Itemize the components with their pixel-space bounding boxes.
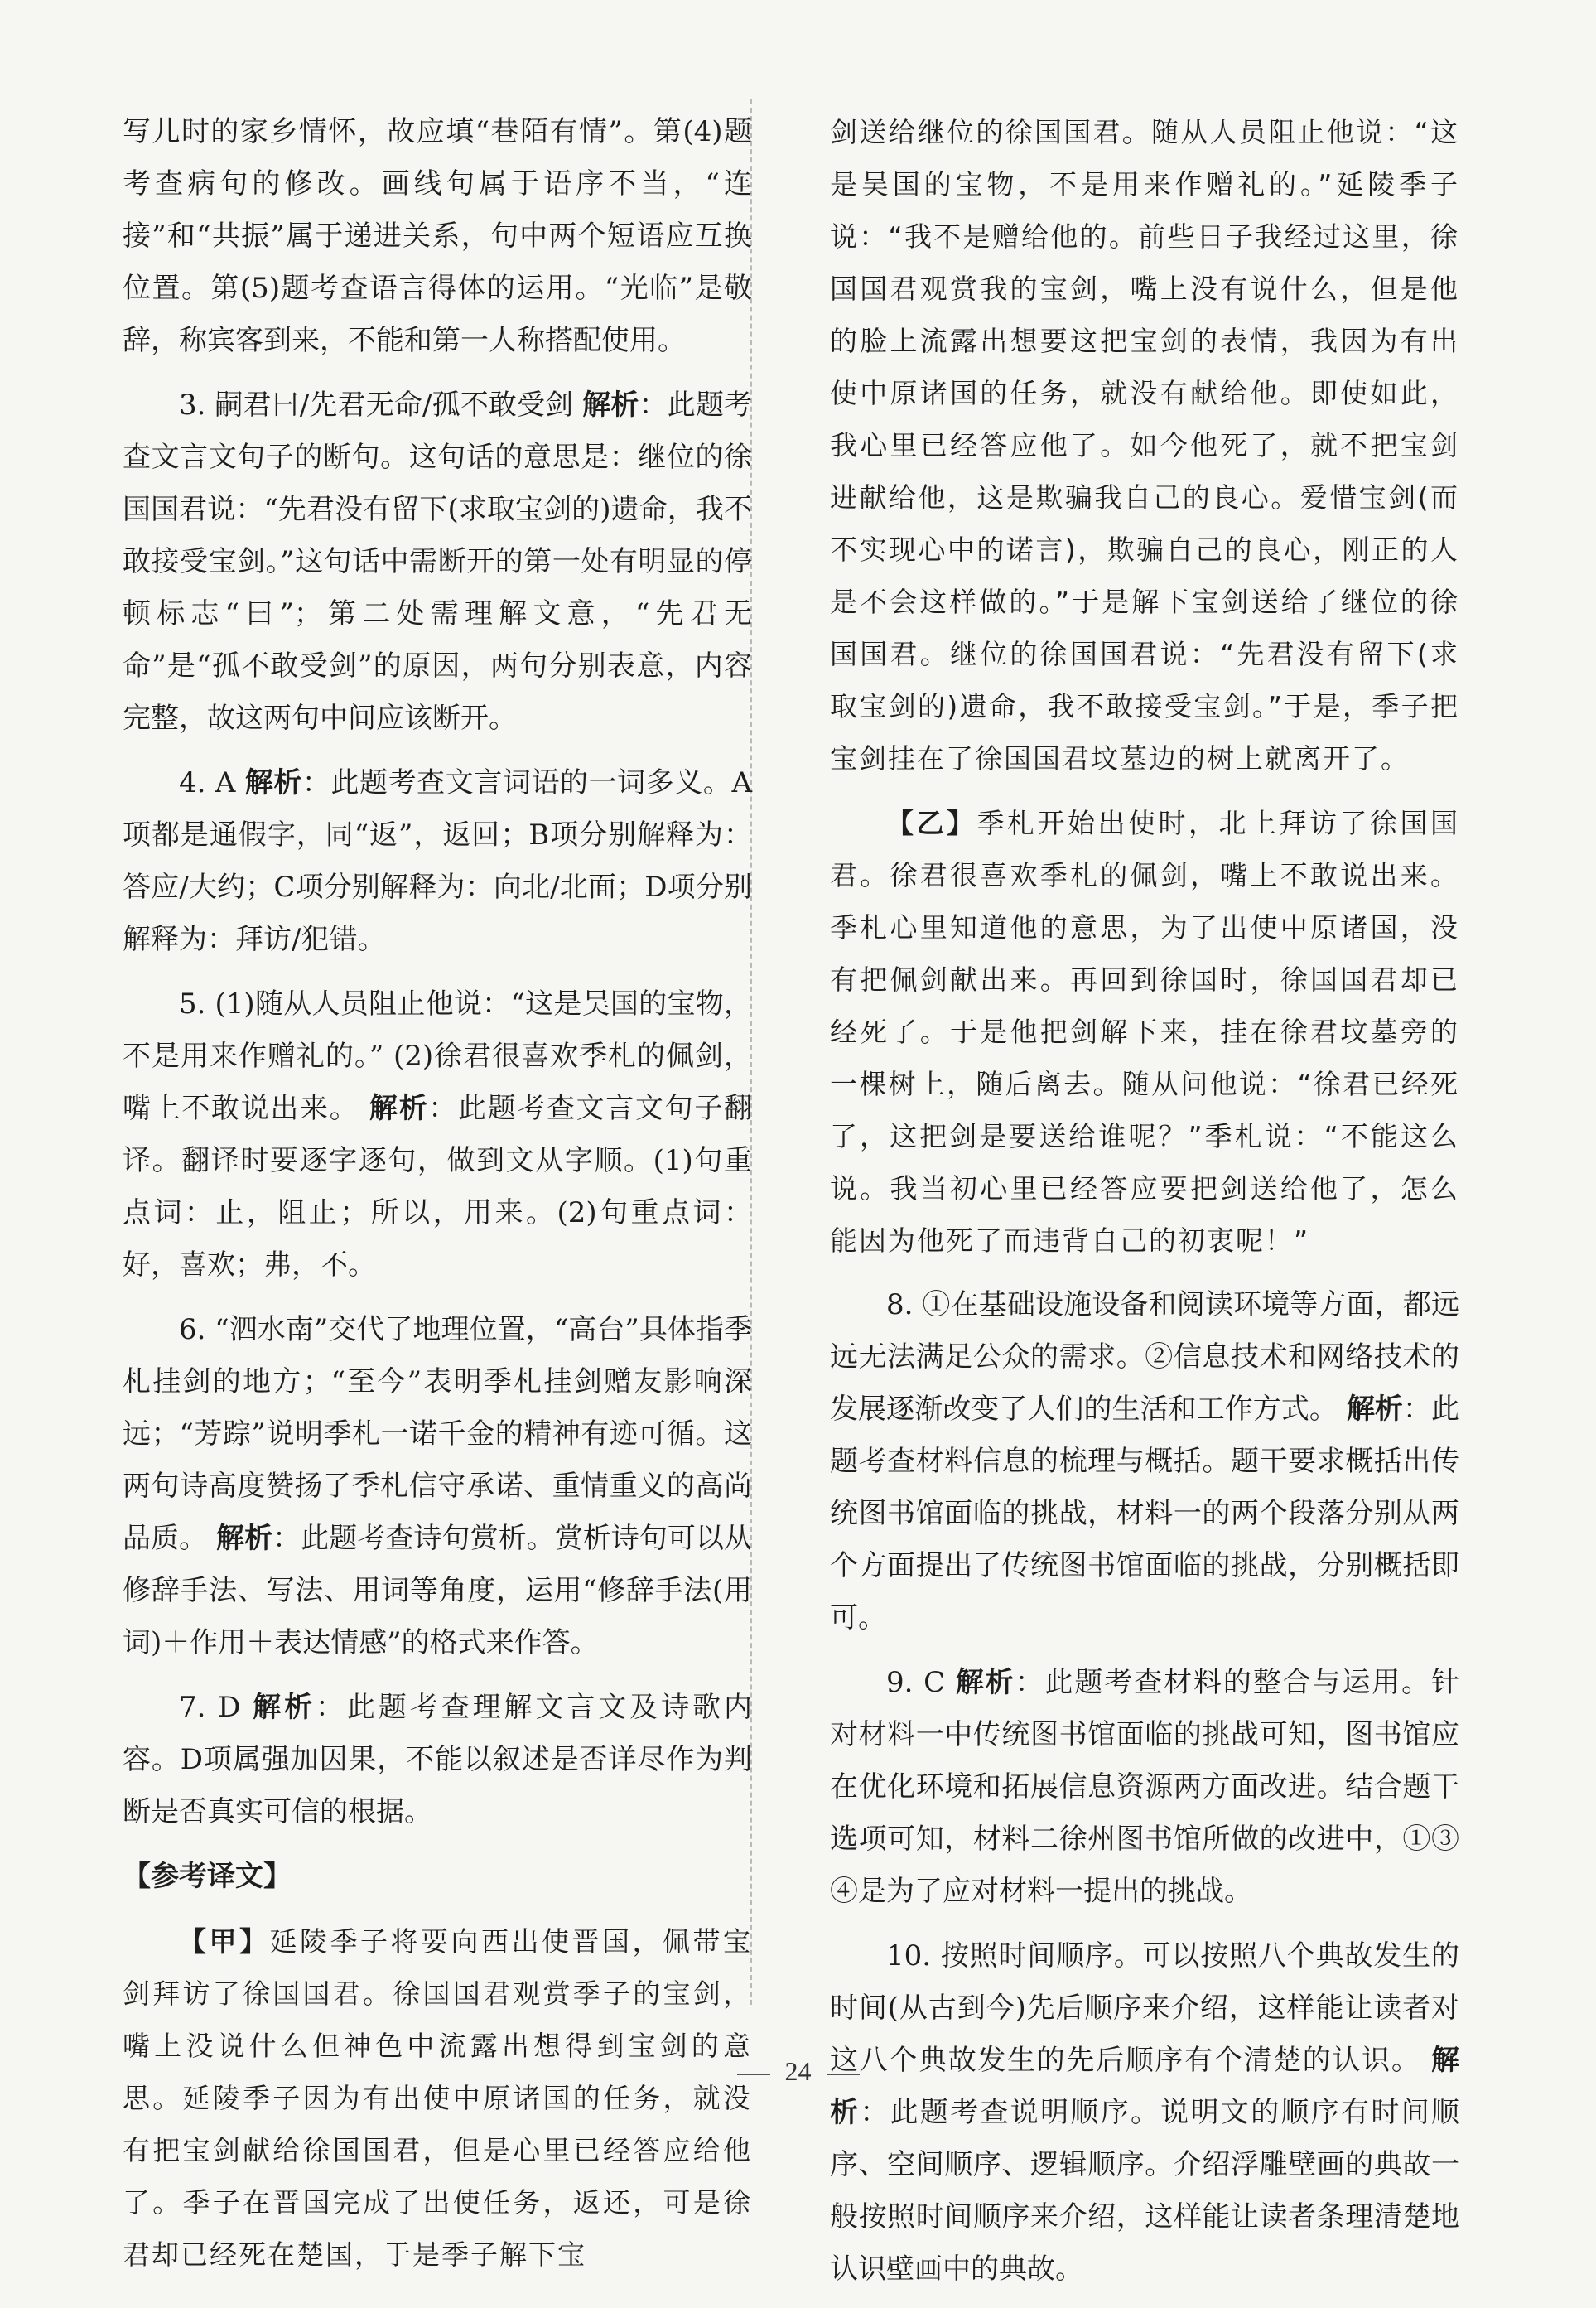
answer-3-text: 3. 嗣君曰/先君无命/孤不敢受剑 xyxy=(179,389,583,422)
translation-jia-tag: 【甲】 xyxy=(179,1925,270,1958)
translation-yi xyxy=(830,797,1459,1267)
answer-8-body: ：此题考查材料信息的梳理与概括。题干要求概括出传统图书馆面临的挑战，材料一的两个段落分别从两个方面提出了传统图书馆面临的挑战，分别概括即可。 xyxy=(830,1393,1460,1634)
answer-4-head: 4. A xyxy=(179,766,236,799)
answer-2-continued: 写儿时的家乡情怀，故应填“巷陌有情”。第(4)题考查病句的修改。画线句属于语序不当，“连接”和“共振”属于递进关系，句中两个短语应互换位置。第(5)题考查语言得体的运用。“光临”是敬辞，称宾客到来，不能和第一人称搭配使用。 xyxy=(123,115,752,357)
answer-6-body: ：此题考查诗句赏析。赏析诗句可以从修辞手法、写法、用词等角度，运用“修辞手法(用词)＋作用＋表达情感”的格式来作答。 xyxy=(123,1522,753,1659)
answer-9-body: ：此题考查材料的整合与运用。针对材料一中传统图书馆面临的挑战可知，图书馆应在优化环境和拓展信息资源两方面改进。结合题干选项可知，材料二徐州图书馆所做的改进中，①③④是为了应对材料一提出的挑战。 xyxy=(830,1666,1460,1908)
answer-3-body: ：此题考查文言文句子的断句。这句话的意思是：继位的徐国国君说：“先君没有留下(求取宝剑的)遗命，我不敢接受宝剑。”这句话中需断开的第一处有明显的停顿标志“曰”；第二处需理解文意，“先君无命”是“孤不敢受剑”的原因，两句分别表意，内容完整，故这两句中间应该断开。 xyxy=(123,389,753,735)
answer-3 xyxy=(123,379,752,745)
footer-dash-left xyxy=(737,2074,770,2075)
page-footer xyxy=(0,2056,1596,2087)
answer-5-label: 解析 xyxy=(369,1092,429,1125)
answer-8-head: 8. ①在基础设施设备和阅读环境等方面，都远远无法满足公众的需求。②信息技术和网络技术的发展逐渐改变了人们的生活和工作方式。 xyxy=(830,1288,1459,1426)
answer-5-body: ：此题考查文言文句子翻译。翻译时要逐字逐句，做到文从字顺。(1)句重点词：止，阻止；所以，用来。(2)句重点词：好，喜欢；弗，不。 xyxy=(123,1092,753,1282)
answer-7-head: 7. D xyxy=(179,1691,241,1724)
answer-3-label: 解析 xyxy=(582,389,639,422)
answer-4 xyxy=(123,757,752,966)
translation-yi-body: 季札开始出使时，北上拜访了徐国国君。徐君很喜欢季札的佩剑，嘴上不敢说出来。季札心里知道他的意思，为了出使中原诸国，没有把佩剑献出来。再回到徐国时，徐国国君却已经死了。于是他把剑解下来，挂在徐君坟墓旁的一棵树上，随后离去。随从问他说：“徐君已经死了，这把剑是要送给谁呢？”季札说：“不能这么说。我当初心里已经答应要把剑送给他了，怎么能因为他死了而违背自己的初衷呢！” xyxy=(830,807,1459,1257)
answer-6-head: 6. “泗水南”交代了地理位置，“高台”具体指季札挂剑的地方；“至今”表明季札挂剑赠友影响深远；“芳踪”说明季札一诺千金的精神有迹可循。这两句诗高度赞扬了季札信守承诺、重情重义的高尚品质。 xyxy=(123,1313,752,1555)
footer-dash-right xyxy=(827,2074,860,2075)
answer-9-label: 解析 xyxy=(955,1666,1015,1699)
answer-10 xyxy=(830,1930,1459,2296)
left-column xyxy=(123,106,752,2293)
page-number: 24 xyxy=(784,2056,812,2086)
answer-10-head: 10. 按照时间顺序。可以按照八个典故发生的时间(从古到今)先后顺序来介绍，这样能让读者对这八个典故发生的先后顺序有个清楚的认识。 xyxy=(830,1939,1459,2077)
answer-4-body: ：此题考查文言词语的一词多义。A项都是通假字，同“返”，返回；B项分别解释为：答应/大约；C项分别解释为：向北/北面；D项分别解释为：拜访/犯错。 xyxy=(123,766,752,956)
answer-6 xyxy=(123,1304,752,1669)
answer-9 xyxy=(830,1657,1459,1918)
answer-5 xyxy=(123,978,752,1292)
translation-jia-body: 延陵季子将要向西出使晋国，佩带宝剑拜访了徐国国君。徐国国君观赏季子的宝剑，嘴上没说什么但神色中流露出想得到宝剑的意思。延陵季子因为有出使中原诸国的任务，就没有把宝剑献给徐国国君，但是心里已经答应给他了。季子在晋国完成了出使任务，返还，可是徐君却已经死在楚国，于是季子解下宝 xyxy=(123,1925,752,2271)
reference-translation-heading: 【参考译文】 xyxy=(123,1860,292,1893)
answer-10-body: ：此题考查说明顺序。说明文的顺序有时间顺序、空间顺序、逻辑顺序。介绍浮雕壁画的典故一般按照时间顺序来介绍，这样能让读者条理清楚地认识壁画中的典故。 xyxy=(830,2096,1460,2286)
answer-7-body: ：此题考查理解文言文及诗歌内容。D项属强加因果，不能以叙述是否详尽作为判断是否真实可信的根据。 xyxy=(123,1691,752,1828)
right-column xyxy=(830,106,1459,2308)
answer-9-head: 9. C xyxy=(886,1666,946,1699)
answer-10-label: 解析 xyxy=(830,2044,1459,2129)
translation-jia-continued: 剑送给继位的徐国国君。随从人员阻止他说：“这是吴国的宝物，不是用来作赠礼的。”延陵季子说：“我不是赠给他的。前些日子我经过这里，徐国国君观赏我的宝剑，嘴上没有说什么，但是他的脸上流露出想要这把宝剑的表情，我因为有出使中原诸国的任务，就没有献给他。即使如此，我心里已经答应他了。如今他死了，就不把宝剑进献给他，这是欺骗我自己的良心。爱惜宝剑(而不实现心中的诺言)，欺骗自己的良心，刚正的人是不会这样做的。”于是解下宝剑送给了继位的徐国国君。继位的徐国国君说：“先君没有留下(求取宝剑的)遗命，我不敢接受宝剑。”于是，季子把宝剑挂在了徐国国君坟墓边的树上就离开了。 xyxy=(830,116,1459,775)
answer-7 xyxy=(123,1682,752,1838)
translation-yi-tag: 【乙】 xyxy=(886,807,977,839)
answer-7-label: 解析 xyxy=(253,1691,316,1724)
answer-4-label: 解析 xyxy=(244,766,302,799)
answer-6-label: 解析 xyxy=(216,1522,273,1555)
translation-jia xyxy=(123,1915,752,2281)
answer-5-head: 5. (1)随从人员阻止他说：“这是吴国的宝物，不是用来作赠礼的。” (2)徐君很喜欢季札的佩剑，嘴上不敢说出来。 xyxy=(123,987,752,1125)
answer-8 xyxy=(830,1279,1459,1644)
answer-8-label: 解析 xyxy=(1346,1393,1403,1426)
